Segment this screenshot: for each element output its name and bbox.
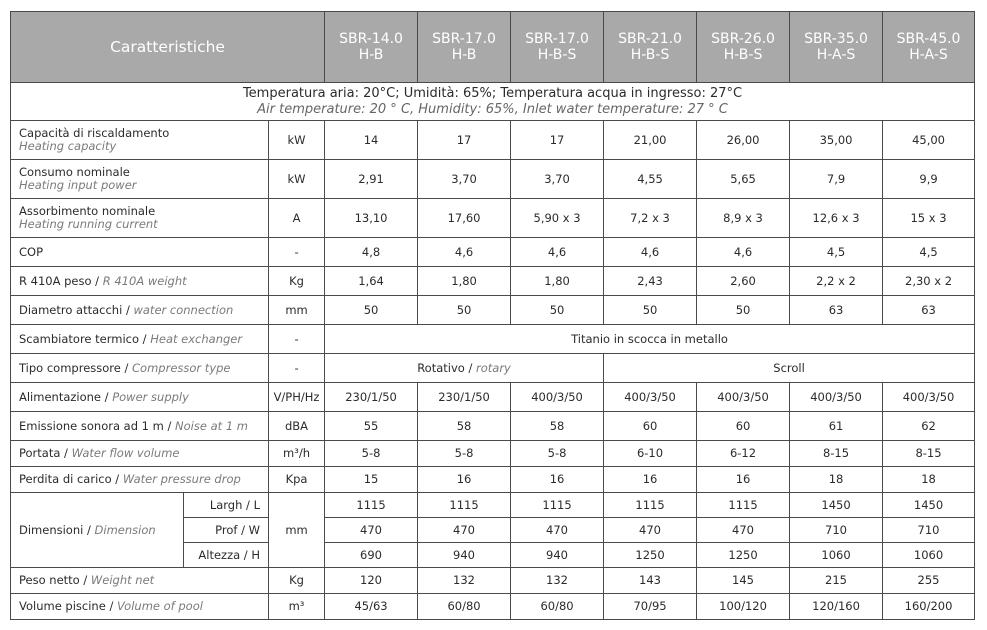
unit-cell: mm <box>269 296 325 325</box>
row-label: Perdita di carico / Water pressure drop <box>11 467 269 493</box>
value-cell: 8-15 <box>883 441 975 467</box>
value-cell: 120/160 <box>790 594 883 620</box>
value-cell: 13,10 <box>325 199 418 238</box>
label-english: Heating running current <box>19 217 158 231</box>
value-cell: 132 <box>511 568 604 594</box>
table-row <box>11 296 975 325</box>
row-label: Emissione sonora ad 1 m / Noise at 1 m <box>11 412 269 441</box>
value-cell: 5,65 <box>697 160 790 199</box>
value-cell: 400/3/50 <box>883 383 975 412</box>
model-variant: H-B-S <box>723 47 763 63</box>
model-variant: H-B <box>451 47 477 63</box>
model-name: SBR-26.0 <box>711 31 775 47</box>
value-cell: 470 <box>697 518 790 543</box>
value-cell: 7,9 <box>790 160 883 199</box>
value-cell: 1,80 <box>511 267 604 296</box>
row-label <box>11 199 269 238</box>
value-cell: 400/3/50 <box>697 383 790 412</box>
value-cell: 50 <box>418 296 511 325</box>
table-row <box>11 121 975 160</box>
value-cell: 55 <box>325 412 418 441</box>
value-cell: 60/80 <box>511 594 604 620</box>
value-cell: 63 <box>883 296 975 325</box>
value-cell: 4,5 <box>883 238 975 267</box>
label-italian: R 410A peso <box>19 273 92 288</box>
value-cell: 58 <box>418 412 511 441</box>
row-label <box>11 121 269 160</box>
model-variant: H-B-S <box>537 47 577 63</box>
row-label: Alimentazione / Power supply <box>11 383 269 412</box>
value-cell: 1115 <box>604 493 697 518</box>
sub-label: Prof / W <box>184 518 269 543</box>
value-cell: 940 <box>511 543 604 568</box>
model-header <box>604 12 697 83</box>
label-italian: Tipo compressore <box>19 360 121 375</box>
value-cell: 1060 <box>883 543 975 568</box>
value-cell: 4,8 <box>325 238 418 267</box>
value-cell: 132 <box>418 568 511 594</box>
value-cell: 6-12 <box>697 441 790 467</box>
value-cell: 400/3/50 <box>511 383 604 412</box>
value-cell: 35,00 <box>790 121 883 160</box>
value-cell: 4,6 <box>418 238 511 267</box>
model-variant: H-B-S <box>630 47 670 63</box>
table-row <box>11 354 975 383</box>
value-cell: 1,64 <box>325 267 418 296</box>
label-italian: Consumo nominale <box>19 165 130 179</box>
value-cell: 120 <box>325 568 418 594</box>
sub-label: Largh / L <box>184 493 269 518</box>
model-header <box>790 12 883 83</box>
value-cell: 1115 <box>511 493 604 518</box>
value-cell: 1115 <box>697 493 790 518</box>
value-cell: 1115 <box>418 493 511 518</box>
value-cell: 470 <box>604 518 697 543</box>
row-label <box>11 238 269 267</box>
conditions-row <box>11 83 975 121</box>
value-cell: 5-8 <box>418 441 511 467</box>
value-cell: 70/95 <box>604 594 697 620</box>
label-italian: Portata <box>19 446 61 460</box>
value-cell: 1250 <box>697 543 790 568</box>
label-english: Dimension <box>94 522 156 537</box>
unit-cell: A <box>269 199 325 238</box>
row-label: Tipo compressore / Compressor type <box>11 354 269 383</box>
value-cell: 45,00 <box>883 121 975 160</box>
label-italian: Volume piscine <box>19 599 106 613</box>
value-cell: 4,6 <box>604 238 697 267</box>
model-name: SBR-45.0 <box>896 31 961 47</box>
value-cell: 50 <box>697 296 790 325</box>
value-cell: 50 <box>325 296 418 325</box>
value-cell: 1250 <box>604 543 697 568</box>
model-name: SBR-21.0 <box>618 31 682 47</box>
value-cell: 255 <box>883 568 975 594</box>
value-cell: 4,6 <box>511 238 604 267</box>
model-header <box>697 12 790 83</box>
model-name: SBR-17.0 <box>432 31 496 47</box>
value-cell: 45/63 <box>325 594 418 620</box>
value-cell: 1,80 <box>418 267 511 296</box>
value-cell: 2,91 <box>325 160 418 199</box>
model-variant: H-A-S <box>909 47 948 63</box>
spec-table <box>10 11 975 620</box>
value-cell: 50 <box>511 296 604 325</box>
unit-cell: dBA <box>269 412 325 441</box>
value-cell: 60 <box>604 412 697 441</box>
unit-cell: - <box>269 325 325 354</box>
label-english: Water flow volume <box>71 446 180 460</box>
value-cell: 2,30 x 2 <box>883 267 975 296</box>
value-cell: 710 <box>790 518 883 543</box>
header-label: Caratteristiche <box>11 12 325 83</box>
value-cell: 5,90 x 3 <box>511 199 604 238</box>
unit-cell: Kpa <box>269 467 325 493</box>
value-cell: 3,70 <box>511 160 604 199</box>
unit-cell: V/PH/Hz <box>269 383 325 412</box>
label-italian: Diametro attacchi <box>19 302 123 317</box>
table-row <box>11 594 975 620</box>
label-english: Weight net <box>90 573 155 587</box>
label-italian: Alimentazione <box>19 389 102 404</box>
value-cell: 8,9 x 3 <box>697 199 790 238</box>
label-english: Noise at 1 m <box>175 418 248 433</box>
row-label: Scambiatore termico / Heat exchanger <box>11 325 269 354</box>
value-cell: 2,43 <box>604 267 697 296</box>
table-row <box>11 199 975 238</box>
sub-label: Altezza / H <box>184 543 269 568</box>
value-cell: 6-10 <box>604 441 697 467</box>
compressor-scroll: Scroll <box>604 354 975 383</box>
model-header <box>511 12 604 83</box>
value-cell: 230/1/50 <box>325 383 418 412</box>
table-row <box>11 160 975 199</box>
unit-cell: kW <box>269 160 325 199</box>
value-cell: 690 <box>325 543 418 568</box>
label-italian: Scambiatore termico <box>19 331 140 346</box>
value-cell: 7,2 x 3 <box>604 199 697 238</box>
value-cell: 4,6 <box>697 238 790 267</box>
table-row <box>11 383 975 412</box>
value-cell: 50 <box>604 296 697 325</box>
value-cell: 5-8 <box>325 441 418 467</box>
value-cell: 15 <box>325 467 418 493</box>
unit-cell: kW <box>269 121 325 160</box>
model-header <box>418 12 511 83</box>
label-italian: Peso netto <box>19 573 80 587</box>
table-row <box>11 325 975 354</box>
value-cell: 16 <box>604 467 697 493</box>
label-english: Heat exchanger <box>150 331 243 346</box>
test-conditions <box>11 83 975 121</box>
label-italian: Perdita di carico <box>19 472 112 486</box>
model-name: SBR-14.0 <box>339 31 403 47</box>
row-label: Diametro attacchi / water connection <box>11 296 269 325</box>
value-cell: 470 <box>325 518 418 543</box>
value-cell: 400/3/50 <box>790 383 883 412</box>
compressor-rotary: Rotativo / rotary <box>325 354 604 383</box>
value-cell: 940 <box>418 543 511 568</box>
model-header <box>325 12 418 83</box>
value-cell: 16 <box>418 467 511 493</box>
table-row <box>11 467 975 493</box>
label-english: Heating capacity <box>19 139 117 153</box>
value-cell: 710 <box>883 518 975 543</box>
value-cell: 400/3/50 <box>604 383 697 412</box>
value-cell: 1115 <box>325 493 418 518</box>
value-cell: 18 <box>790 467 883 493</box>
value-cell: 1060 <box>790 543 883 568</box>
unit-cell: Kg <box>269 267 325 296</box>
value-cell: 63 <box>790 296 883 325</box>
row-label: Volume piscine / Volume of pool <box>11 594 269 620</box>
value-cell: 1450 <box>790 493 883 518</box>
label-english: Volume of pool <box>116 599 203 613</box>
value-cell: 15 x 3 <box>883 199 975 238</box>
label-english: R 410A weight <box>102 273 187 288</box>
table-row <box>11 441 975 467</box>
table-row <box>11 568 975 594</box>
label-italian: Capacità di riscaldamento <box>19 126 170 140</box>
unit-cell: - <box>269 238 325 267</box>
row-label <box>11 160 269 199</box>
row-label: Peso netto / Weight net <box>11 568 269 594</box>
value-cell: 14 <box>325 121 418 160</box>
value-cell: 17,60 <box>418 199 511 238</box>
value-cell: 9,9 <box>883 160 975 199</box>
value-cell: 230/1/50 <box>418 383 511 412</box>
table-row <box>11 412 975 441</box>
label-english: Water pressure drop <box>122 472 241 486</box>
value-cell: 4,5 <box>790 238 883 267</box>
value-cell: 58 <box>511 412 604 441</box>
label-english: water connection <box>133 302 234 317</box>
value-cell: 16 <box>697 467 790 493</box>
header-row <box>11 12 975 83</box>
value-cell: 5-8 <box>511 441 604 467</box>
value-cell: 470 <box>511 518 604 543</box>
value-cell: 470 <box>418 518 511 543</box>
value-cell: 2,60 <box>697 267 790 296</box>
label-italian: Dimensioni <box>19 522 84 537</box>
value-cell: 17 <box>511 121 604 160</box>
table-row <box>11 238 975 267</box>
value-cell: 21,00 <box>604 121 697 160</box>
value-cell: 3,70 <box>418 160 511 199</box>
unit-cell: m³/h <box>269 441 325 467</box>
value-cell: 145 <box>697 568 790 594</box>
label-italian: Assorbimento nominale <box>19 204 156 218</box>
value-cell: 12,6 x 3 <box>790 199 883 238</box>
model-name: SBR-35.0 <box>804 31 868 47</box>
value-cell: 4,55 <box>604 160 697 199</box>
value-cell: 60 <box>697 412 790 441</box>
row-label: Portata / Water flow volume <box>11 441 269 467</box>
value-cell: 62 <box>883 412 975 441</box>
label-english: Compressor type <box>132 360 231 375</box>
value-cell: 143 <box>604 568 697 594</box>
table-row <box>11 493 975 518</box>
rotary-italian: Rotativo <box>417 360 465 375</box>
spec-table-container <box>10 11 974 620</box>
row-label: Dimensioni / Dimension <box>11 493 184 568</box>
rotary-english: rotary <box>476 360 511 375</box>
value-cell: 160/200 <box>883 594 975 620</box>
conditions-english: Air temperature: 20 ° C, Humidity: 65%, Inlet water temperature: 27 ° C <box>257 101 728 117</box>
value-cell: 215 <box>790 568 883 594</box>
value-cell: 60/80 <box>418 594 511 620</box>
label-italian: COP <box>19 244 44 259</box>
model-variant: H-A-S <box>816 47 856 63</box>
label-italian: Emissione sonora ad 1 m <box>19 418 164 433</box>
value-cell: 2,2 x 2 <box>790 267 883 296</box>
model-header <box>883 12 975 83</box>
row-label: R 410A peso / R 410A weight <box>11 267 269 296</box>
conditions-italian: Temperatura aria: 20°C; Umidità: 65%; Temperatura acqua in ingresso: 27°C <box>242 85 743 101</box>
unit-cell: - <box>269 354 325 383</box>
unit-cell: mm <box>269 493 325 568</box>
value-cell: 61 <box>790 412 883 441</box>
value-cell: 26,00 <box>697 121 790 160</box>
heat-exchanger-value: Titanio in scocca in metallo <box>325 325 975 354</box>
table-row <box>11 267 975 296</box>
value-cell: 8-15 <box>790 441 883 467</box>
model-variant: H-B <box>358 47 384 63</box>
label-english: Heating input power <box>19 178 137 192</box>
model-name: SBR-17.0 <box>525 31 589 47</box>
value-cell: 100/120 <box>697 594 790 620</box>
unit-cell: Kg <box>269 568 325 594</box>
value-cell: 16 <box>511 467 604 493</box>
value-cell: 1450 <box>883 493 975 518</box>
value-cell: 17 <box>418 121 511 160</box>
unit-cell: m³ <box>269 594 325 620</box>
label-english: Power supply <box>112 389 189 404</box>
value-cell: 18 <box>883 467 975 493</box>
